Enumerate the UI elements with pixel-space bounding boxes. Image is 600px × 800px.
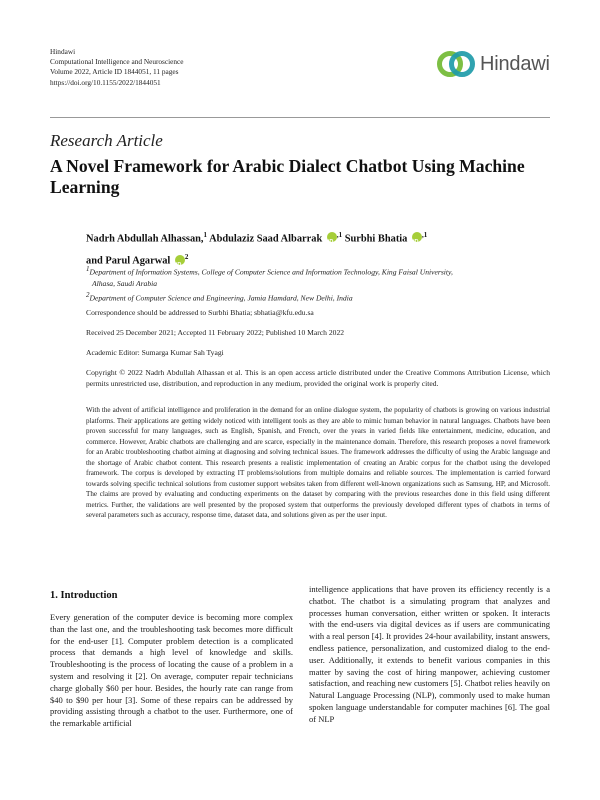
abstract: With the advent of artificial intelligence and proliferation in the demand for an online dialogue system, the popularity of chatbots is growing on various industrial platforms. Their applications are getting widely noticed with intelligent tools as they are able to mimic human behavior in natural languages. Chatbots have been proven successful for many languages, such as English, Spanish, and French, over the years in varied fields like entertainment, medicine, education, and commerce. However, Arabic chatbots are challenging and are scarce, especially in the maintenance domain. Therefore, this research proposes a novel framework for an Arabic troubleshooting chatbot aiming at diagnosing and solving technical issues. The framework addresses the difficulty of using the Arabic language and the shortage of Arabic chatbot content. This research presents a realistic implementation of creating an Arabic corpus for the chatbot using the developed framework. The corpus is developed by extracting IT problems/solutions from multiple domains and reliable sources. The implementation is carried forward towards solving specific technical solutions from customer support websites taken from different well-known organizations such as Samsung, HP, and Microsoft. The claims are proved by evaluating and conducting experiments on the dataset by comparing with the previous researches done in this field using different metrics. Further, the validations are well presented by the proposed system that outperforms the previously developed different types of chatbots in terms of several parameters such as accuracy, response time, dataset data, and solutions given as per the user input. bbox=[86, 406, 550, 520]
author-affil-sup: ,1 bbox=[421, 231, 428, 239]
doi-link[interactable]: https://doi.org/10.1155/2022/1844051 bbox=[50, 77, 161, 87]
affiliation-text: Department of Computer Science and Engineering, Jamia Hamdard, New Delhi, India bbox=[89, 293, 353, 303]
section-heading: 1. Introduction bbox=[50, 590, 118, 601]
academic-editor: Academic Editor: Sumarga Kumar Sah Tyagi bbox=[86, 348, 224, 357]
copyright-notice: Copyright © 2022 Nadrh Abdullah Alhassan et al. This is an open access article distributed under the Creative Commons Attribution License, which permits unrestricted use, distribution, and reproduction in any medium, provided the original work is properly cited. bbox=[86, 368, 550, 388]
journal-name: Computational Intelligence and Neuroscience bbox=[50, 57, 184, 67]
author-affil-sup: ,1 bbox=[336, 231, 343, 239]
author-conjunction: and bbox=[86, 255, 106, 267]
publication-dates: Received 25 December 2021; Accepted 11 February 2022; Published 10 March 2022 bbox=[86, 328, 345, 337]
hindawi-logo-icon bbox=[436, 47, 476, 81]
body-column-right: intelligence applications that have proven its efficiency recently is a chatbot. The chatbot is a simulating program that analyzes and processes human conversation, either written or spoken. It interacts with the end-users via digital devices as if users are communicating with a real person [4]. It provides 24-hour availability, instant answers, endless patience, personalization, and customized dialog to the end-user. Additionally, it extends to benefit various companies in this matter by saving the cost of hiring manpower, achieving customer satisfaction, and reaching new customers [5]. Chatbot relies heavily on Natural Language Processing (NLP), commonly used to make human spoken language understandable for computer machines [6]. The goal of NLP bbox=[309, 584, 550, 724]
orcid-icon[interactable] bbox=[327, 232, 337, 242]
affiliation-2 bbox=[86, 290, 536, 304]
correspondence: Correspondence should be addressed to Surbhi Bhatia; sbhatia@kfu.edu.sa bbox=[86, 308, 314, 317]
body-column-left: Every generation of the computer device is becoming more complex than the last one, and the troubleshooting task becomes more difficult for the end-user [1]. Computer problem detection is a complicated process that demands a high level of knowledge and skills. Troubleshooting is the process of locating the cause of a problem in a system and resolving it [2]. On average, computer repair technicians charge globally $60 per hour. Besides, the hourly rate can range from $40 to $90 per hour [3]. Some of these repairs can be addressed by providing assisting through a chatbot to the user. Furthermore, one of the remarkable artificial bbox=[50, 612, 293, 729]
header-divider bbox=[50, 117, 550, 118]
article-title: A Novel Framework for Arabic Dialect Chatbot Using Machine Learning bbox=[50, 156, 525, 197]
author-name[interactable]: Nadrh Abdullah Alhassan, bbox=[86, 233, 204, 245]
orcid-icon[interactable] bbox=[412, 232, 422, 242]
affiliation-1 bbox=[86, 264, 536, 290]
author-affil-sup: 2 bbox=[184, 253, 189, 262]
author-affil-sup: 1 bbox=[203, 231, 208, 239]
article-type: Research Article bbox=[50, 131, 163, 150]
affiliation-sup: 2 bbox=[86, 290, 90, 299]
author-name[interactable]: Parul Agarwal bbox=[105, 255, 171, 267]
logo-wordmark: Hindawi bbox=[480, 52, 550, 75]
hindawi-logo[interactable] bbox=[436, 44, 554, 84]
author-name[interactable]: Surbhi Bhatia bbox=[344, 233, 408, 245]
affiliation-sup: 1 bbox=[86, 265, 90, 273]
affiliation-text: Department of Information Systems, College of Computer Science and Information Technology, King Faisal University, bbox=[89, 267, 453, 277]
publisher-name: Hindawi bbox=[50, 47, 76, 56]
affiliation-text-continued: Alhasa, Saudi Arabia bbox=[92, 279, 158, 289]
author-name[interactable]: Abdulaziz Saad Albarrak bbox=[209, 233, 323, 245]
volume-line: Volume 2022, Article ID 1844051, 11 pages bbox=[50, 67, 179, 77]
affiliations bbox=[86, 264, 536, 304]
journal-metadata bbox=[50, 47, 184, 88]
